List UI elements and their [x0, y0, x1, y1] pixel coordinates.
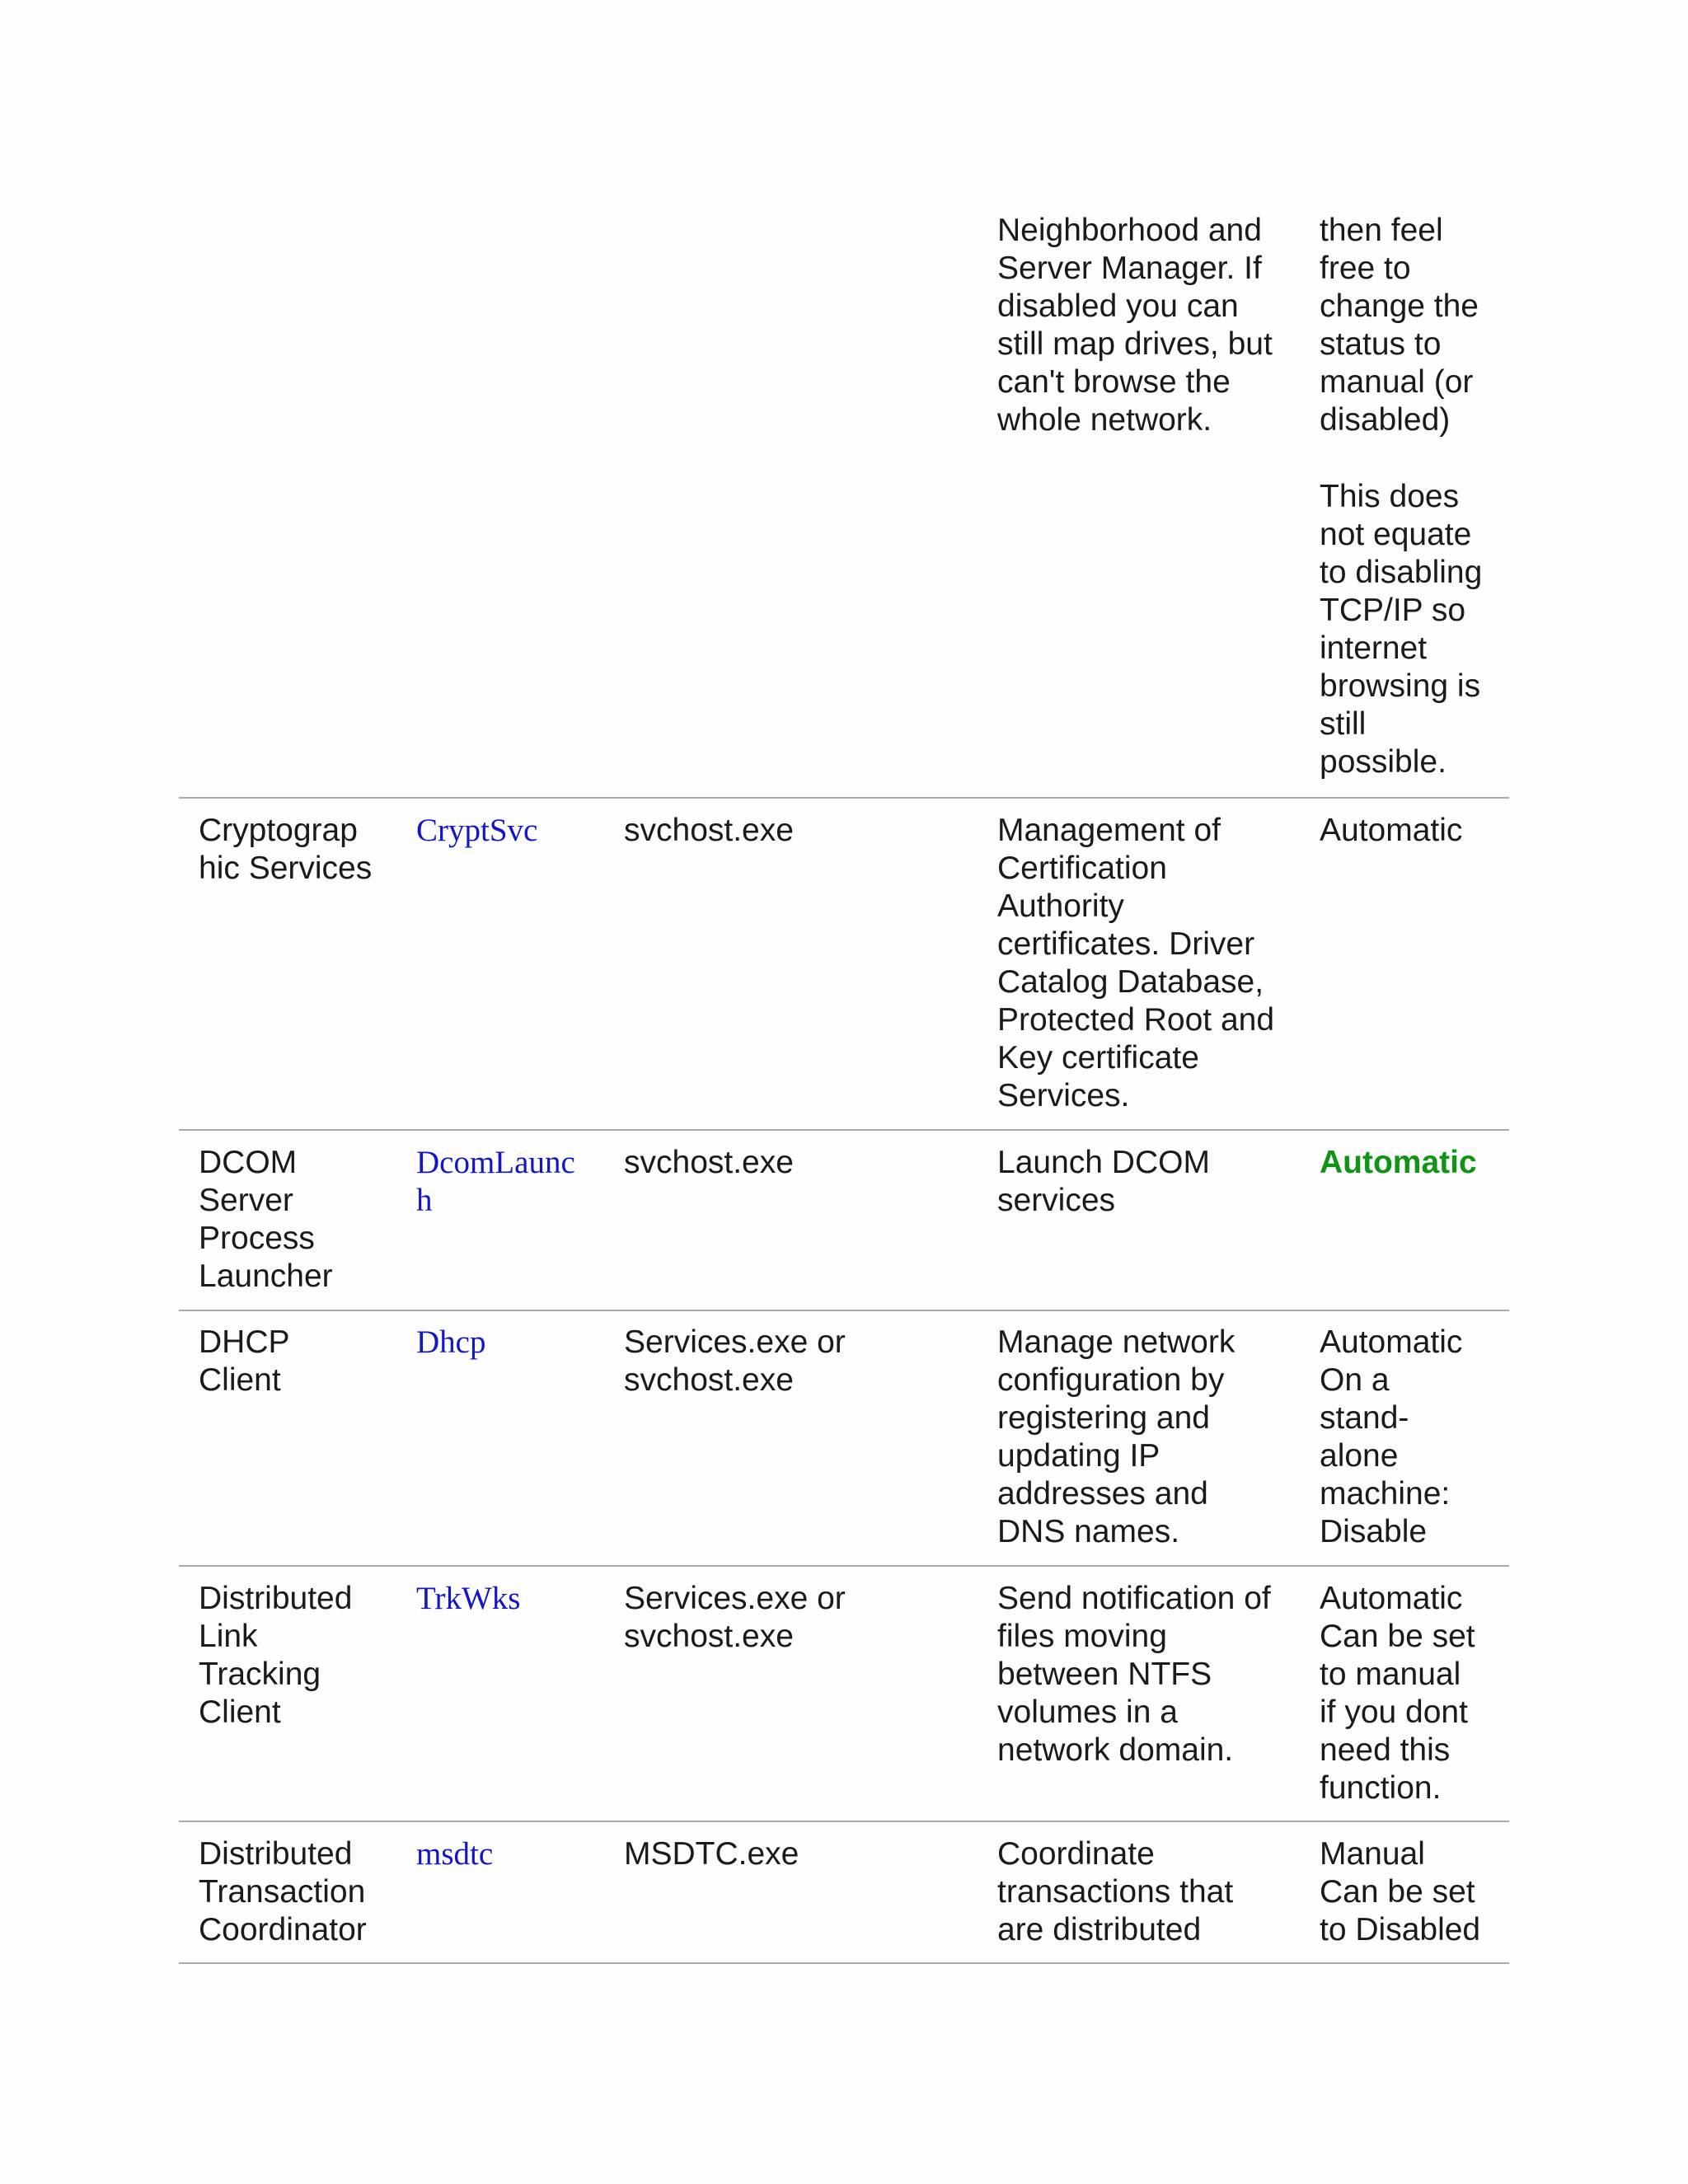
service-name-link[interactable]: TrkWks — [416, 1581, 521, 1616]
display-name-cell: Distributed Link Tracking Client — [199, 1581, 353, 1730]
startup-type-cell: Automatic On a stand- alone machine: Disable — [1320, 1324, 1463, 1549]
row-divider — [179, 1821, 1509, 1822]
executable-cell: Services.exe or svchost.exe — [624, 1581, 846, 1654]
display-name-cell: DCOM Server Process Launcher — [199, 1145, 333, 1294]
row-divider — [179, 1310, 1509, 1311]
description-cell: Coordinate transactions that are distributed — [997, 1836, 1234, 1947]
continued-description: Neighborhood and Server Manager. If disabled you can still map drives, but can't browse the whole network. — [997, 213, 1273, 438]
description-cell: Manage network configuration by registering and updating IP addresses and DNS names. — [997, 1324, 1236, 1549]
description-cell: Management of Certification Authority certificates. Driver Catalog Database, Protected Root and Key certificate Services. — [997, 813, 1275, 1113]
row-divider — [179, 1129, 1509, 1131]
startup-type-highlight: Automatic — [1320, 1145, 1477, 1180]
service-name-link[interactable]: msdtc — [416, 1836, 494, 1872]
service-name-link[interactable]: Dhcp — [416, 1324, 486, 1360]
display-name-cell: Cryptograp hic Services — [199, 813, 373, 886]
executable-cell: svchost.exe — [624, 1145, 794, 1180]
tcpip-note: This does not equate to disabling TCP/IP so internet browsing is still possible. — [1320, 479, 1483, 780]
description-cell: Launch DCOM services — [997, 1145, 1210, 1218]
service-name-link[interactable]: DcomLaunc h — [416, 1145, 575, 1218]
startup-type-cell: Manual Can be set to Disabled — [1320, 1836, 1481, 1947]
startup-type-cell: Automatic — [1320, 813, 1463, 848]
display-name-cell: DHCP Client — [199, 1324, 290, 1398]
row-divider — [179, 797, 1509, 799]
continued-startup-note: then feel free to change the status to manual (or disabled) — [1320, 213, 1479, 438]
executable-cell: MSDTC.exe — [624, 1836, 799, 1872]
startup-type-cell: Automatic Can be set to manual if you dont need this function. — [1320, 1581, 1475, 1806]
table-bottom-rule — [179, 1962, 1509, 1964]
service-name-link[interactable]: CryptSvc — [416, 813, 538, 848]
executable-cell: svchost.exe — [624, 813, 794, 848]
row-divider — [179, 1565, 1509, 1567]
executable-cell: Services.exe or svchost.exe — [624, 1324, 846, 1398]
description-cell: Send notification of files moving between NTFS volumes in a network domain. — [997, 1581, 1271, 1768]
display-name-cell: Distributed Transaction Coordinator — [199, 1836, 367, 1947]
